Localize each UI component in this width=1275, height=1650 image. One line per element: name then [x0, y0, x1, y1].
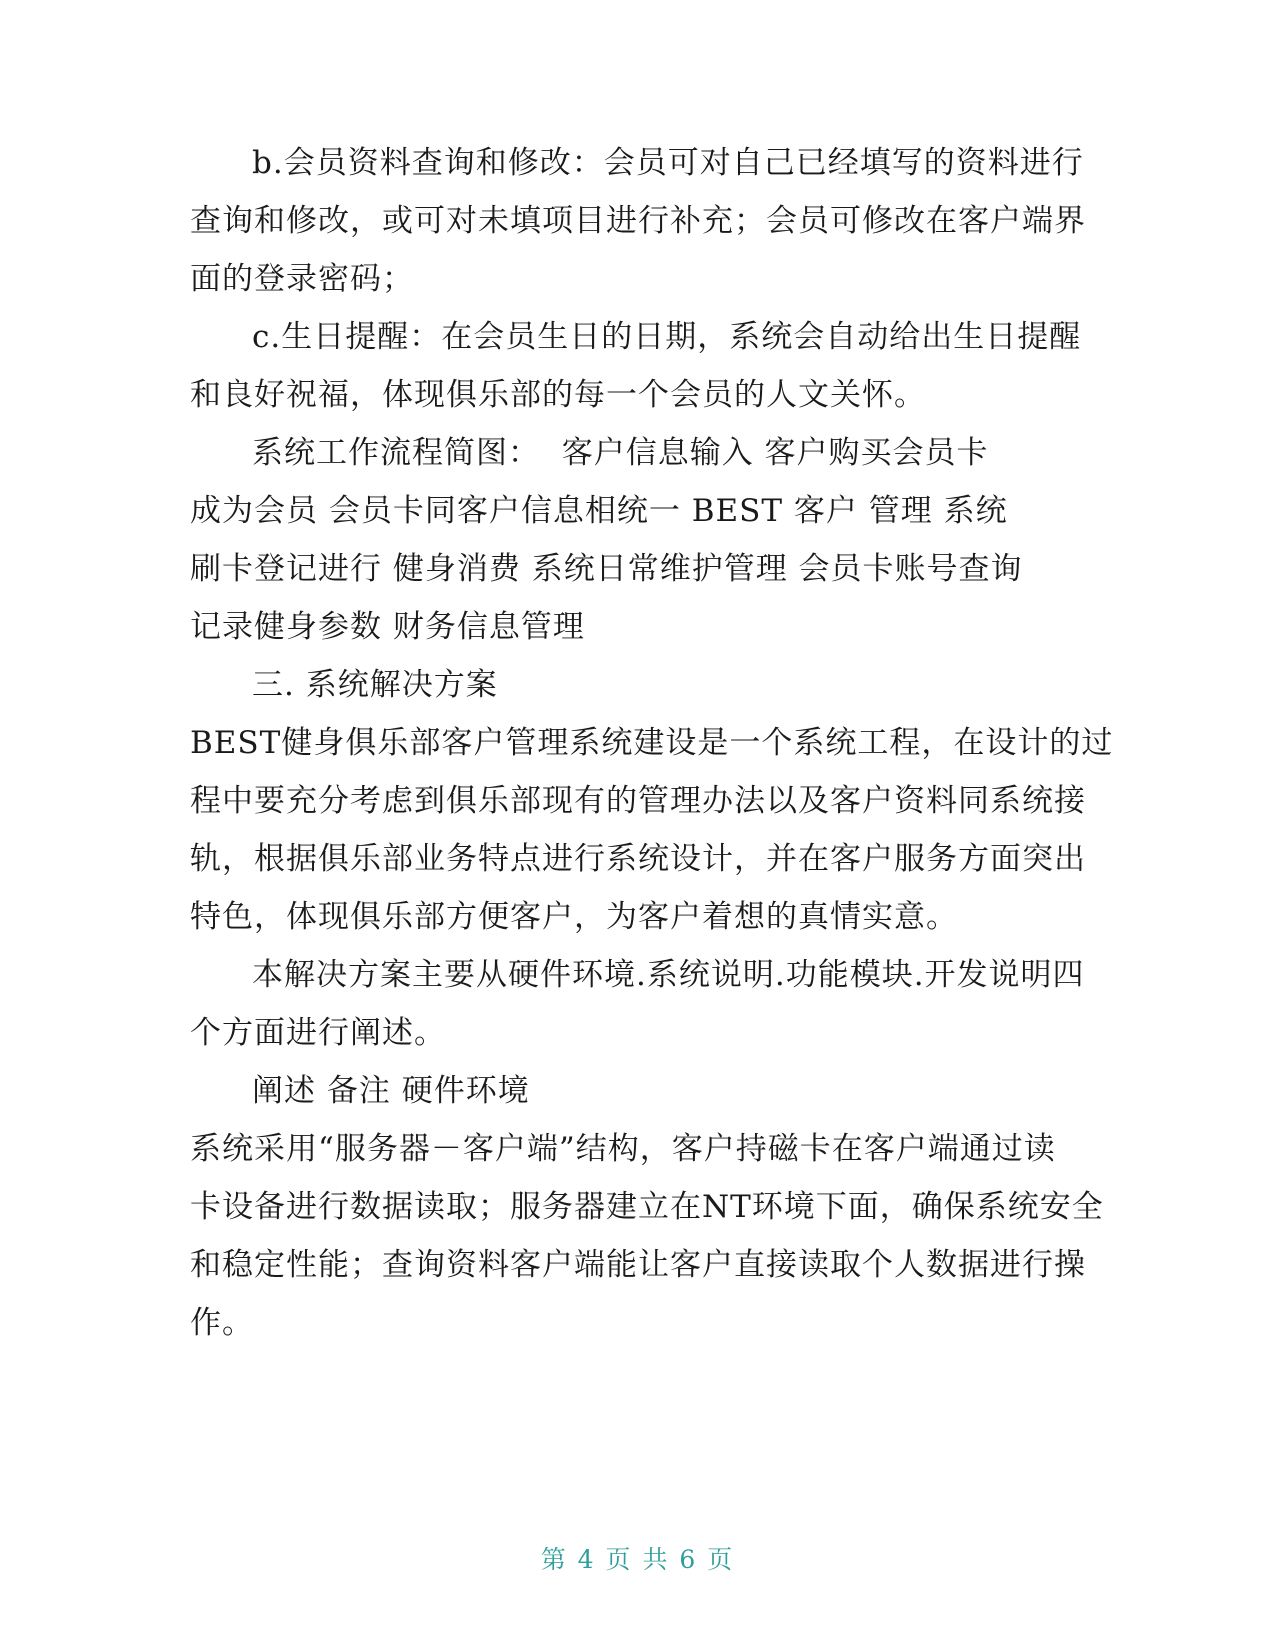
text-line: BEST健身俱乐部客户管理系统建设是一个系统工程，在设计的过 — [190, 725, 1114, 761]
text-line: 轨，根据俱乐部业务特点进行系统设计，并在客户服务方面突出 — [190, 841, 1086, 877]
text-line: 和稳定性能；查询资料客户端能让客户直接读取个人数据进行操 — [190, 1247, 1086, 1283]
text-line: 本解决方案主要从硬件环境.系统说明.功能模块.开发说明四 — [252, 957, 1085, 993]
text-line: 和良好祝福，体现俱乐部的每一个会员的人文关怀。 — [190, 377, 926, 413]
text-line: b.会员资料查询和修改：会员可对自己已经填写的资料进行 — [252, 145, 1084, 181]
text-line: 卡设备进行数据读取；服务器建立在NT环境下面，确保系统安全 — [190, 1189, 1104, 1225]
text-line: 成为会员 会员卡同客户信息相统一 BEST 客户 管理 系统 — [190, 493, 1008, 529]
text-line: 查询和修改，或可对未填项目进行补充；会员可修改在客户端界 — [190, 203, 1086, 239]
text-line: 特色，体现俱乐部方便客户，为客户着想的真情实意。 — [190, 899, 958, 935]
page-number-label: 第 4 页 共 6 页 — [540, 1545, 735, 1574]
text-line: c.生日提醒：在会员生日的日期，系统会自动给出生日提醒 — [252, 319, 1082, 355]
page-footer — [0, 1540, 1275, 1576]
text-line: 系统采用“服务器－客户端”结构，客户持磁卡在客户端通过读 — [190, 1131, 1056, 1167]
section-heading: 三. 系统解决方案 — [252, 667, 498, 703]
text-line: 作。 — [190, 1305, 254, 1341]
text-line: 面的登录密码； — [190, 261, 414, 297]
text-line: 程中要充分考虑到俱乐部现有的管理办法以及客户资料同系统接 — [190, 783, 1086, 819]
text-line: 个方面进行阐述。 — [190, 1015, 446, 1051]
text-line: 系统工作流程简图： 客户信息输入 客户购买会员卡 — [252, 435, 989, 471]
text-line: 阐述 备注 硬件环境 — [252, 1073, 530, 1109]
text-line: 记录健身参数 财务信息管理 — [190, 609, 585, 645]
text-line: 刷卡登记进行 健身消费 系统日常维护管理 会员卡账号查询 — [190, 551, 1023, 587]
